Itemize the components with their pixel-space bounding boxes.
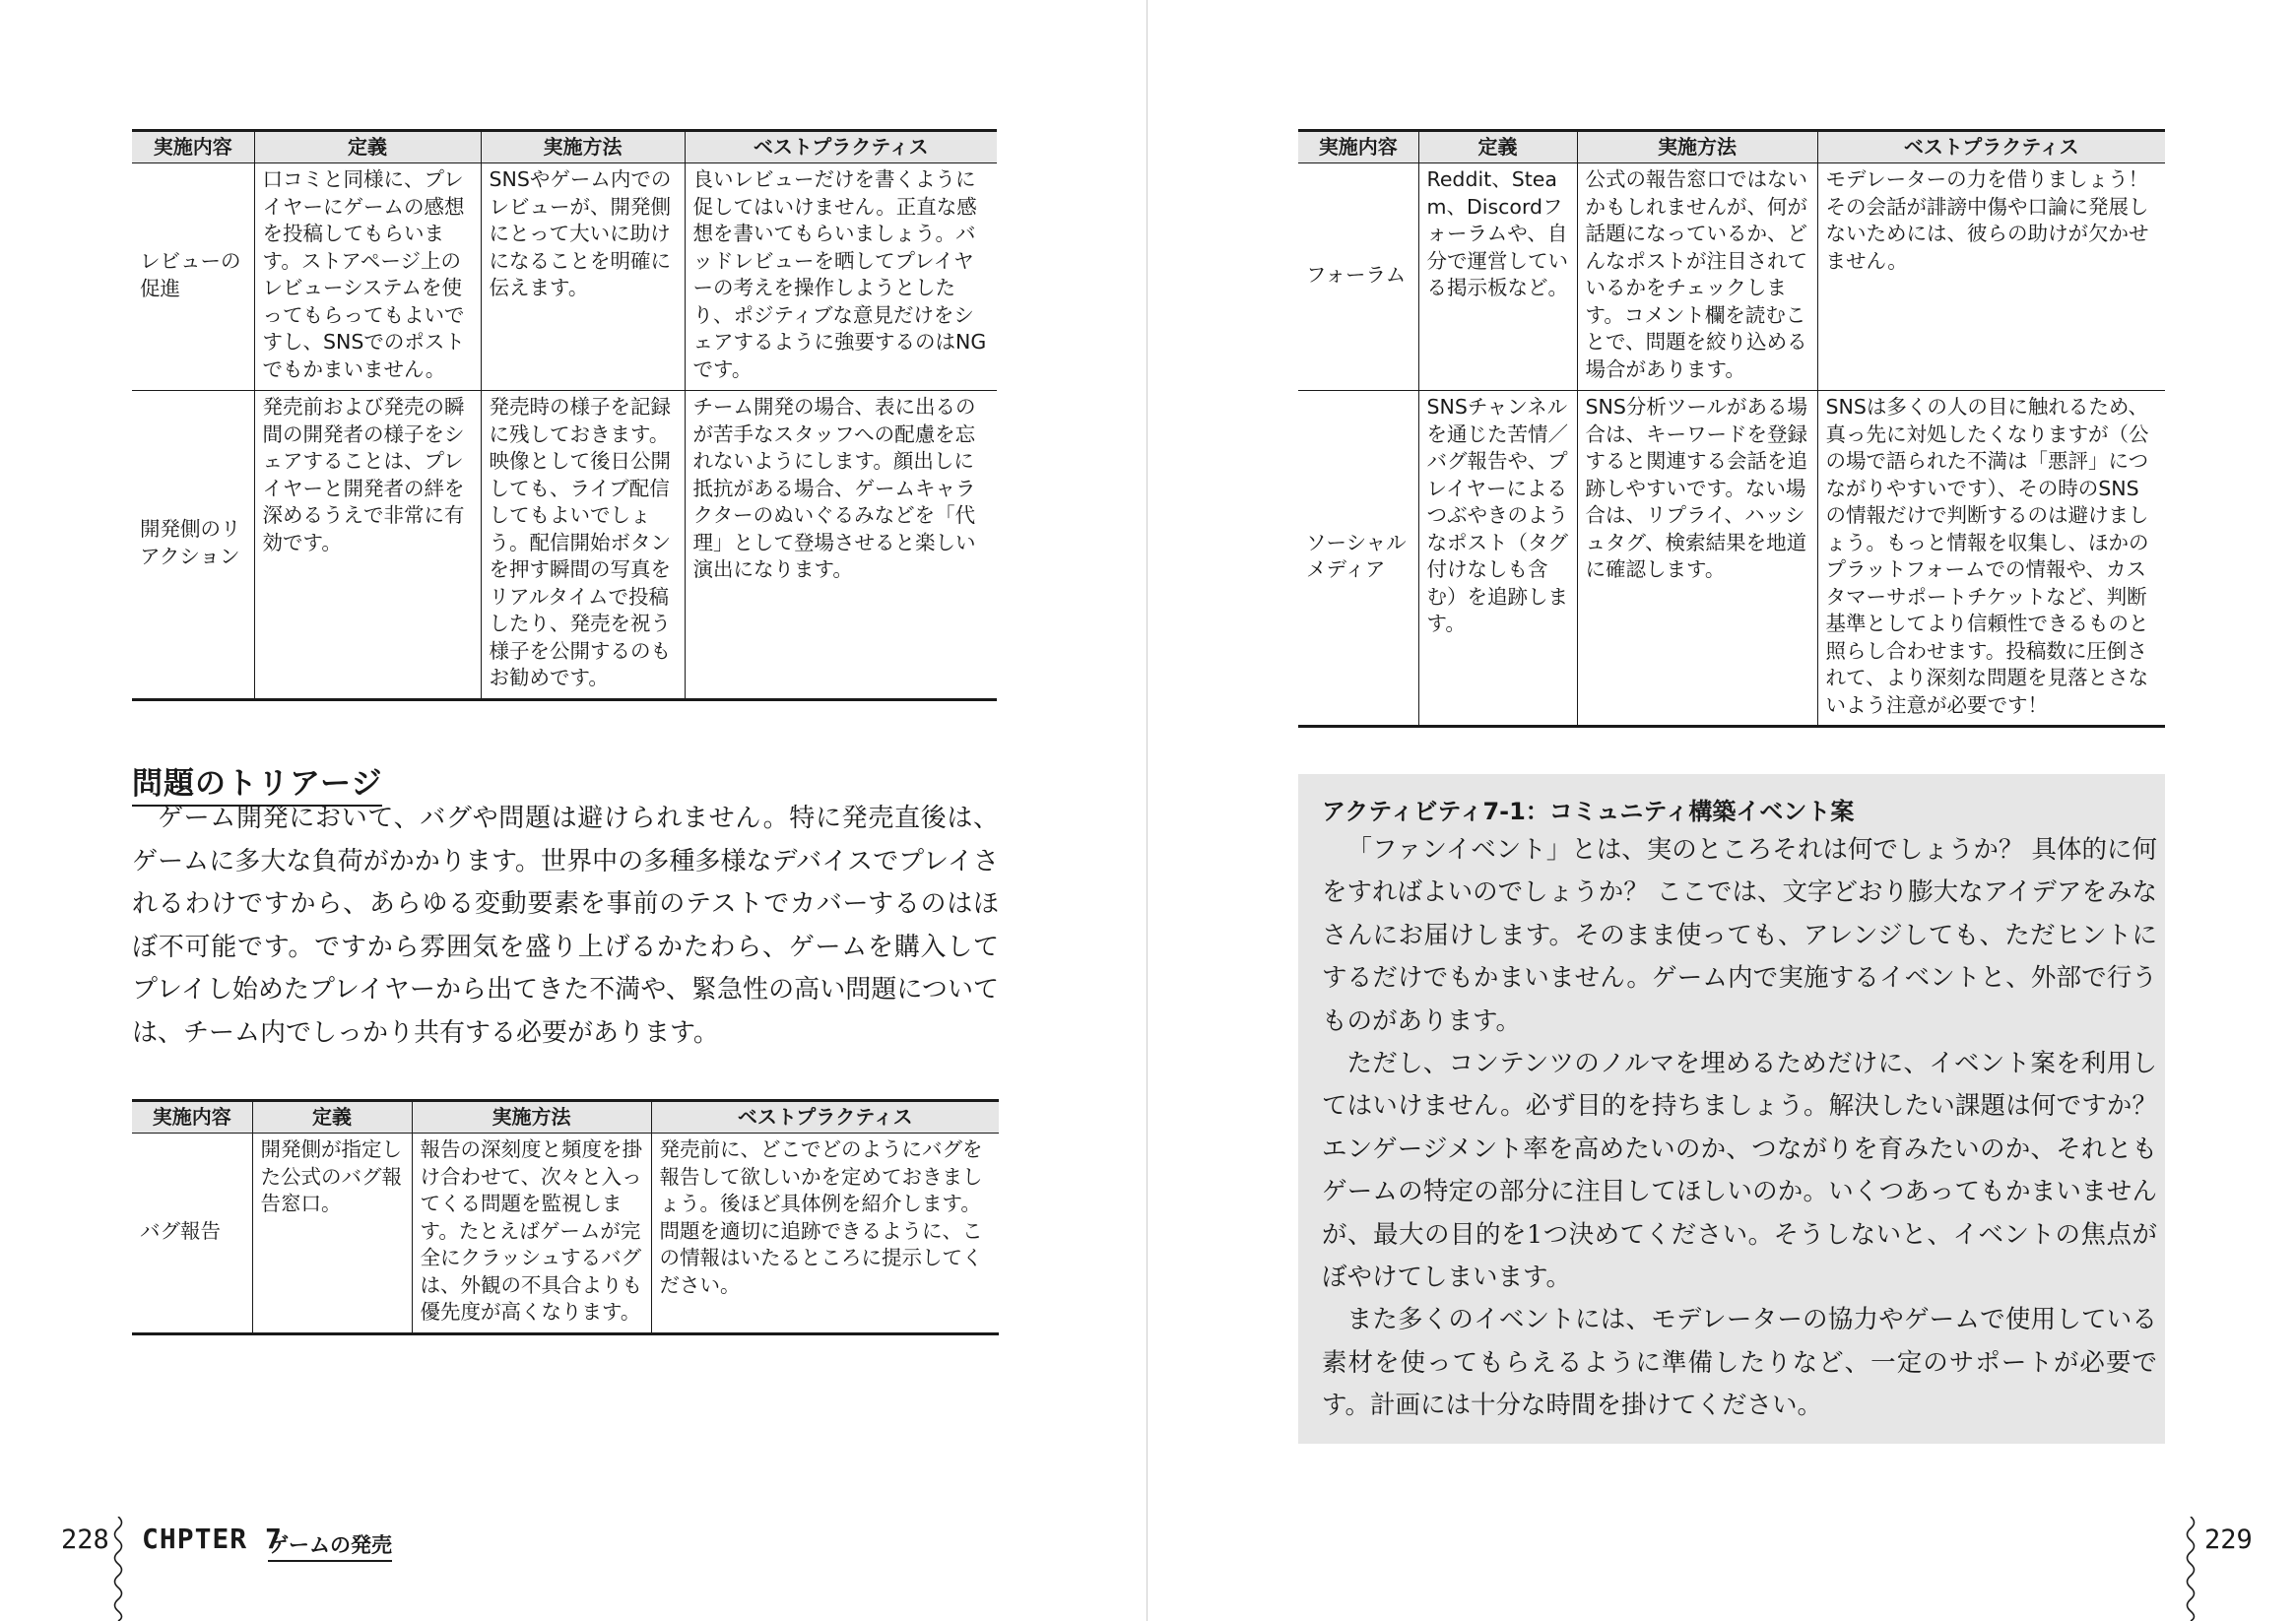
cell-definition: 開発側が指定した公式のバグ報告窓口。 bbox=[252, 1134, 412, 1334]
section-paragraph: ゲーム開発において、バグや問題は避けられません。特に発売直後は、ゲームに多大な負荷がかかります。世界中の多種多様なデバイスでプレイされるわけですから、あらゆる変動要素を事前のテストでカバーするのはほぼ不可能です。ですから雰囲気を盛り上げるかたわら、ゲームを購入してプレイし始めたプレイヤーから出てきた不満や、緊急性の高い問題については、チーム内でしっかり共有する必要があります。 bbox=[132, 804, 999, 1048]
col-header-best-practice: ベストプラクティス bbox=[685, 131, 997, 163]
cell-method: 報告の深刻度と頻度を掛け合わせて、次々と入ってくる問題を監視します。たとえばゲームが完全にクラッシュするバグは、外観の不具合よりも優先度が高くなります。 bbox=[412, 1134, 651, 1334]
cell-definition: Reddit、Steam、Discordフォーラムや、自分で運営している掲示板など。 bbox=[1418, 163, 1577, 391]
activity-paragraph: 「ファンイベント」とは、実のところそれは何でしょうか？ 具体的に何をすればよいのでしょうか？ ここでは、文字どおり膨大なアイデアをみなさんにお届けします。そのまま使っても、アレンジしても、ただヒントにするだけでもかまいません。ゲーム内で実施するイベントと、外部で行うものがあります。 bbox=[1322, 835, 2157, 1036]
table-header-row bbox=[132, 131, 997, 163]
cell-method: 公式の報告窓口ではないかもしれませんが、何が話題になっているか、どんなポストが注目されているかをチェックします。コメント欄を読むことで、問題を絞り込める場合があります。 bbox=[1577, 163, 1817, 391]
cell-method: SNS分析ツールがある場合は、キーワードを登録すると関連する会話を追跡しやすいです。ない場合は、リプライ、ハッシュタグ、検索結果を地道に確認します。 bbox=[1577, 391, 1817, 727]
col-header-method: 実施方法 bbox=[412, 1101, 651, 1134]
section-body bbox=[132, 798, 999, 1055]
activity-paragraph: また多くのイベントには、モデレーターの協力やゲームで使用している素材を使ってもらえるように準備したりなど、一定のサポートが必要です。計画には十分な時間を掛けてください。 bbox=[1322, 1305, 2157, 1421]
activity-body bbox=[1322, 829, 2157, 1428]
cell-definition: 口コミと同様に、プレイヤーにゲームの感想を投稿してもらいます。ストアページ上のレビューシステムを使ってもらってもよいですし、SNSでのポストでもかまいません。 bbox=[254, 163, 481, 391]
col-header-definition: 定義 bbox=[1418, 131, 1577, 163]
cell-item: 開発側のリアクション bbox=[132, 391, 254, 700]
cell-method: SNSやゲーム内でのレビューが、開発側にとって大いに助けになることを明確に伝えます。 bbox=[481, 163, 685, 391]
table-header-row bbox=[132, 1101, 999, 1134]
page-gutter bbox=[1147, 0, 1148, 1621]
right-page bbox=[1148, 0, 2296, 1621]
table-row bbox=[132, 163, 997, 391]
cell-best-practice: チーム開発の場合、表に出るのが苦手なスタッフへの配慮を忘れないようにします。顔出しに抵抗がある場合、ゲームキャラクターのぬいぐるみなどを「代理」として登場させると楽しい演出になります。 bbox=[685, 391, 997, 700]
cell-best-practice: 良いレビューだけを書くように促してはいけません。正直な感想を書いてもらいましょう。バッドレビューを晒してプレイヤーの考えを操作しようとしたり、ポジティブな意見だけをシェアするように強要するのはNGです。 bbox=[685, 163, 997, 391]
wave-divider-icon bbox=[110, 1517, 126, 1621]
col-header-best-practice: ベストプラクティス bbox=[1817, 131, 2165, 163]
activity-title: アクティビティ7-1：コミュニティ構築イベント案 bbox=[1322, 798, 1855, 825]
table-row bbox=[132, 1134, 999, 1334]
table-bug-report bbox=[132, 1099, 999, 1335]
section-heading: 問題のトリアージ bbox=[132, 758, 382, 807]
wave-divider-icon bbox=[2183, 1517, 2198, 1621]
cell-best-practice: モデレーターの力を借りましょう！その会話が誹謗中傷や口論に発展しないためには、彼らの助けが欠かせません。 bbox=[1817, 163, 2165, 391]
col-header-item: 実施内容 bbox=[1298, 131, 1418, 163]
activity-box bbox=[1298, 774, 2165, 1444]
cell-definition: SNSチャンネルを通じた苦情／バグ報告や、プレイヤーによるつぶやきのようなポスト（タグ付けなしも含む）を追跡します。 bbox=[1418, 391, 1577, 727]
cell-item: バグ報告 bbox=[132, 1134, 252, 1334]
cell-item: ソーシャルメディア bbox=[1298, 391, 1418, 727]
activity-paragraph: ただし、コンテンツのノルマを埋めるためだけに、イベント案を利用してはいけません。必ず目的を持ちましょう。解決したい課題は何ですか？ エンゲージメント率を高めたいのか、つながりを育みたいのか、それともゲームの特定の部分に注目してほしいのか。いくつあってもかまいませんが、最大の目的を1つ決めてください。そうしないと、イベントの焦点がぼやけてしまいます。 bbox=[1322, 1049, 2157, 1293]
col-header-method: 実施方法 bbox=[481, 131, 685, 163]
col-header-best-practice: ベストプラクティス bbox=[651, 1101, 999, 1134]
col-header-item: 実施内容 bbox=[132, 1101, 252, 1134]
chapter-title: ゲームの発売 bbox=[268, 1529, 392, 1562]
page-number: 228 bbox=[61, 1524, 109, 1555]
cell-best-practice: SNSは多くの人の目に触れるため、真っ先に対処したくなりますが（公の場で語られた不満は「悪評」につながりやすいです）、その時のSNSの情報だけで判断するのは避けましょう。もっと情報を収集し、ほかのプラットフォームでの情報や、カスタマーサポートチケットなど、判断基準としてより信頼性できるものと照らし合わせます。投稿数に圧倒されて、より深刻な問題を見落とさないよう注意が必要です！ bbox=[1817, 391, 2165, 727]
table-row bbox=[1298, 163, 2165, 391]
col-header-item: 実施内容 bbox=[132, 131, 254, 163]
col-header-definition: 定義 bbox=[254, 131, 481, 163]
cell-item: フォーラム bbox=[1298, 163, 1418, 391]
table-header-row bbox=[1298, 131, 2165, 163]
col-header-method: 実施方法 bbox=[1577, 131, 1817, 163]
cell-item: レビューの促進 bbox=[132, 163, 254, 391]
cell-method: 発売時の様子を記録に残しておきます。映像として後日公開しても、ライブ配信してもよいでしょう。配信開始ボタンを押す瞬間の写真をリアルタイムで投稿したり、発売を祝う様子を公開するのもお勧めです。 bbox=[481, 391, 685, 700]
table-row bbox=[132, 391, 997, 700]
table-row bbox=[1298, 391, 2165, 727]
col-header-definition: 定義 bbox=[252, 1101, 412, 1134]
page-number: 229 bbox=[2204, 1524, 2253, 1555]
chapter-label: CHPTER 7 bbox=[142, 1523, 283, 1555]
cell-best-practice: 発売前に、どこでどのようにバグを報告して欲しいかを定めておきましょう。後ほど具体例を紹介します。問題を適切に追跡できるように、この情報はいたるところに提示してください。 bbox=[651, 1134, 999, 1334]
table-monitoring bbox=[1298, 129, 2165, 728]
table-promotion bbox=[132, 129, 997, 701]
cell-definition: 発売前および発売の瞬間の開発者の様子をシェアすることは、プレイヤーと開発者の絆を深めるうえで非常に有効です。 bbox=[254, 391, 481, 700]
